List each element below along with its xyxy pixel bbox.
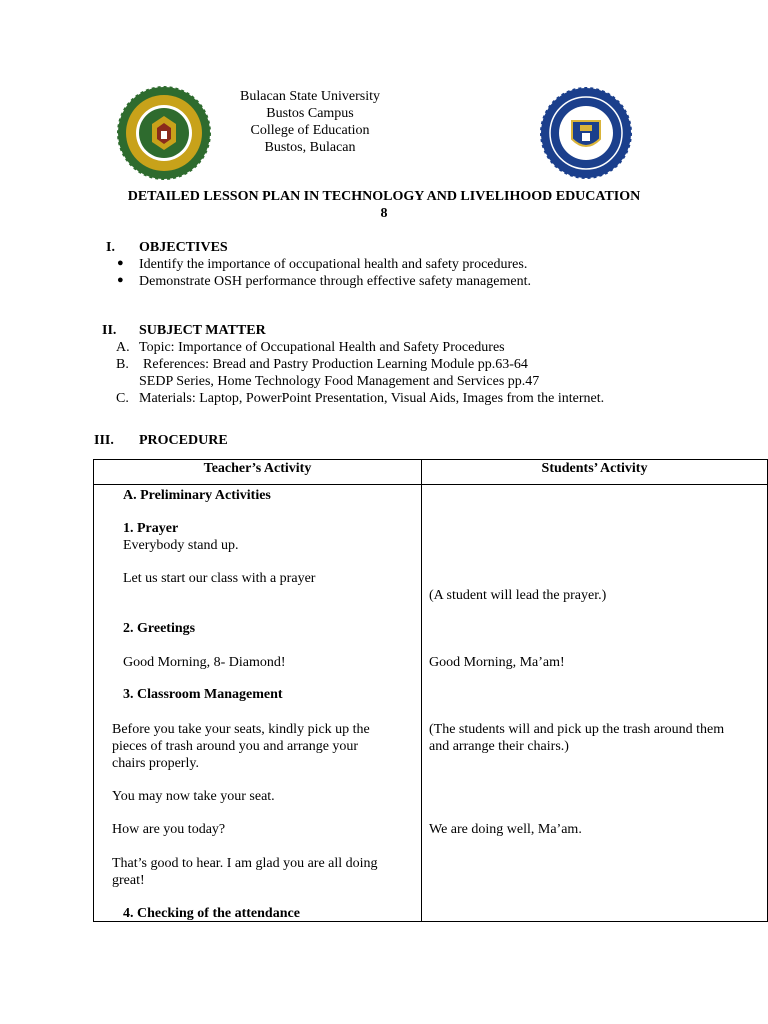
glad-text-line: great! [112,873,145,888]
procedure-heading: PROCEDURE [139,433,228,448]
objectives-heading: OBJECTIVES [139,240,228,255]
bullet-icon: ● [117,257,124,269]
materials-marker: C. [116,391,129,406]
student-greeting-response: Good Morning, Ma’am! [429,655,565,670]
topic-line: Topic: Importance of Occupational Health and Safety Procedures [139,340,505,355]
how-are-you-text: How are you today? [112,822,226,837]
college-name: College of Education [250,123,370,138]
prayer-heading: 1. Prayer [123,521,179,536]
table-header-row [94,460,768,485]
trash-instruction-line: pieces of trash around you and arrange your [112,739,359,754]
materials-line: Materials: Laptop, PowerPoint Presentation, Visual Aids, Images from the internet. [139,391,605,406]
teacher-activity-header: Teacher’s Activity [94,460,422,485]
glad-text-line: That’s good to hear. I am glad you are all doing [112,856,378,871]
lesson-plan-title [0,188,768,222]
references-line: References: Bread and Pastry Production Learning Module pp.63-64 [143,357,528,372]
prayer-start: Let us start our class with a prayer [123,571,316,586]
subject-matter-heading: SUBJECT MATTER [139,323,266,338]
students-activity-cell [422,485,768,922]
objective-item: Identify the importance of occupational health and safety procedures. [139,257,528,272]
table-row [94,485,768,922]
objective-item: Demonstrate OSH performance through effective safety management. [139,274,531,289]
classroom-management-heading: 3. Classroom Management [123,687,283,702]
university-address [210,88,410,156]
campus-name: Bustos Campus [266,106,354,121]
attendance-heading: 4. Checking of the attendance [123,906,300,921]
trash-instruction-line: chairs properly. [112,756,199,771]
objectives-number: I. [106,240,115,255]
student-well-response: We are doing well, Ma’am. [429,822,582,837]
title-line-2: 8 [380,206,388,221]
document-header [0,84,768,179]
greetings-heading: 2. Greetings [123,621,196,636]
location: Bustos, Bulacan [264,140,356,155]
college-seal-icon [540,87,632,179]
references-marker: B. [116,357,129,372]
students-activity-header: Students’ Activity [422,460,768,485]
preliminary-activities-heading: A. Preliminary Activities [123,488,271,503]
procedure-number: III. [94,433,114,448]
teacher-activity-cell [94,485,422,922]
references-continued: SEDP Series, Home Technology Food Management and Services pp.47 [139,374,540,389]
subject-matter-number: II. [102,323,117,338]
topic-marker: A. [116,340,130,355]
bullet-icon: ● [117,274,124,286]
procedure-table [93,459,768,922]
greeting-text: Good Morning, 8- Diamond! [123,655,286,670]
trash-instruction-line: Before you take your seats, kindly pick up the [112,722,370,737]
prayer-instruction: Everybody stand up. [123,538,239,553]
university-name: Bulacan State University [240,89,380,104]
student-trash-response-line: (The students will and pick up the trash around them [429,722,725,737]
take-seat-text: You may now take your seat. [112,789,275,804]
title-line-1: DETAILED LESSON PLAN IN TECHNOLOGY AND LIVELIHOOD EDUCATION [127,189,641,204]
student-trash-response-line: and arrange their chairs.) [429,739,569,754]
university-seal-icon [117,86,211,180]
student-prayer-response: (A student will lead the prayer.) [429,588,607,603]
